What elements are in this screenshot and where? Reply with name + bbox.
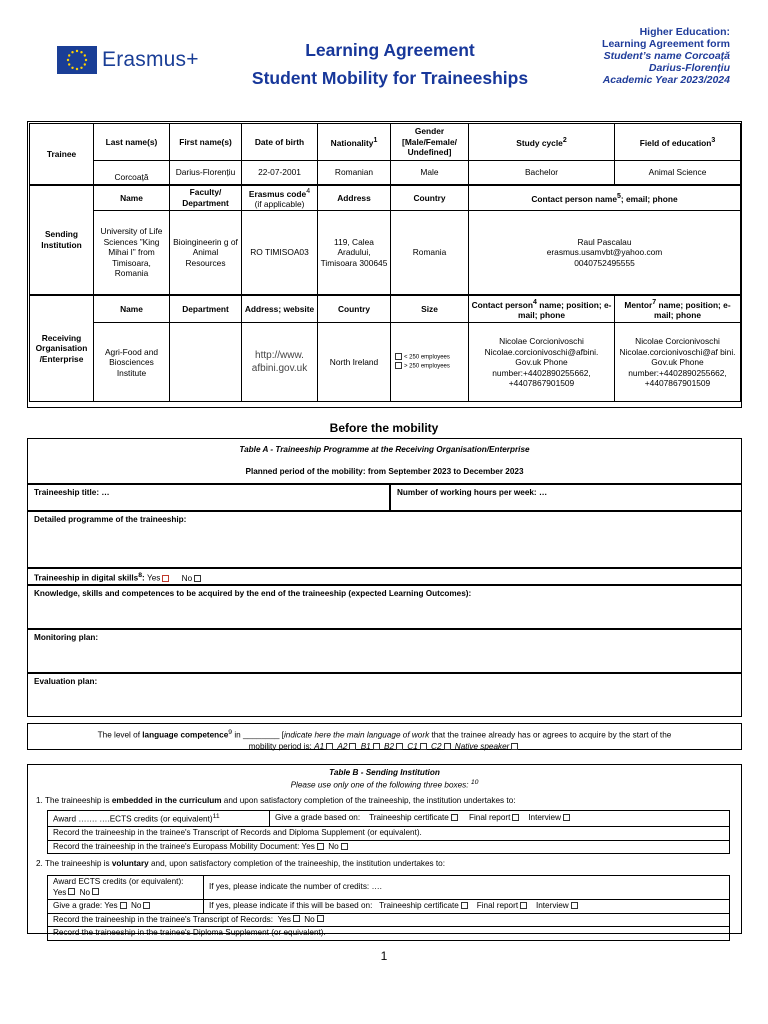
level-native-checkbox[interactable] (511, 743, 518, 750)
receiving-country: North Ireland (318, 323, 391, 402)
embedded-report-checkbox[interactable] (512, 814, 519, 821)
receiving-header-department: Department (170, 295, 242, 323)
voluntary-options-table (47, 875, 730, 941)
voluntary-report-checkbox[interactable] (520, 902, 527, 909)
form-info-line-4: Darius-Florențiu (648, 62, 730, 74)
embedded-record-transcript: Record the traineeship in the trainee's Transcript of Records and Diploma Supplement (or equivalent). (48, 827, 730, 841)
level-c1-checkbox[interactable] (420, 743, 427, 750)
receiving-header-address: Address; website (242, 295, 318, 323)
embedded-options-table (47, 810, 730, 854)
europass-yes-checkbox[interactable] (317, 843, 324, 850)
receiving-department (170, 323, 242, 402)
working-hours-field[interactable] (390, 484, 742, 511)
form-info (602, 26, 730, 86)
voluntary-grade-basis: If yes, please indicate if this will be based on: Traineeship certificate Final report Interview (204, 900, 730, 914)
form-info-line-5: Academic Year 2023/2024 (602, 74, 730, 86)
receiving-header-size: Size (391, 295, 469, 323)
sending-erasmus-code: RO TIMISOA03 (242, 211, 318, 295)
trainee-label: Trainee (30, 124, 94, 185)
monitoring-plan-label: Monitoring plan: (34, 633, 99, 642)
header-field-of-education: Field of education$^3$ (615, 124, 741, 161)
parties-table (29, 123, 741, 402)
language-competence-box (27, 723, 742, 750)
receiving-name: Agri-Food and Biosciences Institute (94, 323, 170, 402)
sending-institution-label: Sending Institution (30, 185, 94, 295)
receiving-header-name: Name (94, 295, 170, 323)
embedded-award-ects: Award ……. ….ECTS credits (or equivalent)$^{11}$ (48, 811, 270, 827)
table-b-frame (27, 764, 742, 937)
voluntary-ects-no-checkbox[interactable] (92, 888, 99, 895)
sending-faculty: Bioingineerin g of Animal Resources (170, 211, 242, 295)
planned-period: Planned period of the mobility: from September 2023 to December 2023 (245, 467, 524, 476)
receiving-organisation-label: Receiving Organisation /Enterprise (30, 295, 94, 402)
level-b2-checkbox[interactable] (396, 743, 403, 750)
detailed-programme-label: Detailed programme of the traineeship: (34, 515, 187, 524)
table-b-title: Table B - Sending Institution (329, 768, 440, 777)
voluntary-record-transcript: Record the traineeship in the trainee's Transcript of Records: Yes No (48, 913, 730, 927)
sending-header-faculty: Faculty/ Department (170, 185, 242, 211)
level-c2-checkbox[interactable] (444, 743, 451, 750)
digital-yes-checkbox[interactable] (162, 575, 169, 582)
sending-header-country: Country (391, 185, 469, 211)
voluntary-transcript-yes-checkbox[interactable] (293, 915, 300, 922)
eu-flag-icon (57, 46, 97, 74)
europass-no-checkbox[interactable] (341, 843, 348, 850)
header-study-cycle: Study cycle$^2$ (469, 124, 615, 161)
language-competence-text: The level of language competence$^9$ in ________ [indicate here the main language of work that the trainee already has or agrees to acquire by the start of the mobility period is: A1 A2 B1 B2 C1 C2 Native speaker (97, 729, 672, 751)
digital-no-checkbox[interactable] (194, 575, 201, 582)
sending-contact (469, 211, 741, 295)
table-a-title: Table A - Traineeship Programme at the Receiving Organisation/Enterprise (239, 445, 530, 454)
header-first-name: First name(s) (170, 124, 242, 161)
trainee-study-cycle: Bachelor (469, 161, 615, 185)
voluntary-statement: 2. The traineeship is voluntary and, upon satisfactory completion of the traineeship, the institution undertakes to: (36, 859, 446, 868)
size-small-checkbox[interactable] (395, 353, 402, 360)
page-number: 1 (380, 949, 388, 963)
voluntary-grade: Give a grade: Yes No (48, 900, 204, 914)
form-info-line-1: Higher Education: (639, 26, 730, 38)
sending-header-name: Name (94, 185, 170, 211)
level-b1-checkbox[interactable] (373, 743, 380, 750)
sending-header-address: Address (318, 185, 391, 211)
working-hours-label: Number of working hours per week: … (397, 488, 548, 497)
sending-country: Romania (391, 211, 469, 295)
trainee-gender: Male (391, 161, 469, 185)
trainee-last-name: Corcoață (94, 161, 170, 185)
receiving-header-mentor: Mentor$^7$ name; position; e-mail; phone (615, 295, 741, 323)
title-line-1: Learning Agreement (305, 40, 475, 60)
voluntary-diploma-supplement: Record the traineeship in the trainee's Diploma Supplement (or equivalent). (48, 927, 730, 941)
title-line-2: Student Mobility for Traineeships (251, 68, 529, 88)
evaluation-plan-label: Evaluation plan: (34, 677, 98, 686)
embedded-statement: 1. The traineeship is embedded in the curriculum and upon satisfactory completion of the traineeship, the institution undertakes to: (36, 796, 516, 805)
size-large-checkbox[interactable] (395, 362, 402, 369)
header-date-of-birth: Date of birth (242, 124, 318, 161)
voluntary-credits-number[interactable]: If yes, please indicate the number of credits: …. (204, 876, 730, 900)
before-mobility-title: Before the mobility (329, 421, 439, 435)
receiving-contact: Nicolae Corcionivoschi Nicolae.corcionivoschi@afbini. Gov.uk Phone number:+4402890255662, +4407867901509 (469, 323, 615, 402)
embedded-interview-checkbox[interactable] (563, 814, 570, 821)
receiving-header-contact: Contact person$^4$ name; position; e-mail; phone (469, 295, 615, 323)
trainee-first-name: Darius-Florențiu (170, 161, 242, 185)
traineeship-title-label: Traineeship title: … (34, 488, 110, 497)
table-b-subtitle: Please use only one of the following three boxes: $^{10}$ (290, 779, 479, 790)
form-info-line-3: Student’s name Corcoață (603, 50, 730, 62)
level-a1-checkbox[interactable] (326, 743, 333, 750)
embedded-europass: Record the traineeship in the trainee's Europass Mobility Document: Yes No (48, 840, 730, 854)
embedded-certificate-checkbox[interactable] (451, 814, 458, 821)
sending-name: University of Life Sciences ”King Mihai I” from Timisoara, Romania (94, 211, 170, 295)
monitoring-plan-field[interactable] (27, 629, 742, 673)
voluntary-grade-no-checkbox[interactable] (143, 902, 150, 909)
level-a2-checkbox[interactable] (349, 743, 356, 750)
size-option-small[interactable]: < 250 employees (393, 353, 466, 363)
erasmus-logo (57, 45, 217, 75)
evaluation-plan-field[interactable] (27, 673, 742, 717)
trainee-date-of-birth: 22-07-2001 (242, 161, 318, 185)
voluntary-transcript-no-checkbox[interactable] (317, 915, 324, 922)
sending-contact-email: erasmus.usamvbt@yahoo.com (546, 247, 663, 258)
learning-outcomes-label: Knowledge, skills and competences to be acquired by the end of the traineeship (expected Learning Outcomes): (34, 589, 472, 598)
header-gender: Gender [Male/Female/ Undefined] (391, 124, 469, 161)
learning-outcomes-field[interactable] (27, 585, 742, 629)
detailed-programme-field[interactable] (27, 511, 742, 568)
voluntary-grade-yes-checkbox[interactable] (120, 902, 127, 909)
sending-header-contact: Contact person name$^5$; email; phone (469, 185, 741, 211)
digital-skills-row (27, 568, 742, 585)
receiving-size (391, 323, 469, 402)
voluntary-interview-checkbox[interactable] (571, 902, 578, 909)
sending-header-erasmus-code: Erasmus code$^4$ (if applicable) (242, 185, 318, 211)
traineeship-title-field[interactable] (27, 484, 390, 511)
size-option-large[interactable]: > 250 employees (393, 362, 466, 372)
document-title (215, 36, 565, 92)
trainee-nationality: Romanian (318, 161, 391, 185)
digital-skills-label: Traineeship in digital skills$^8$: Yes No (34, 572, 203, 583)
header-nationality: Nationality$^1$ (318, 124, 391, 161)
trainee-field-of-education: Animal Science (615, 161, 741, 185)
sending-contact-name: Raul Pascalau (577, 236, 632, 247)
form-info-line-2: Learning Agreement form (602, 38, 730, 50)
header-last-name: Last name(s) (94, 124, 170, 161)
receiving-website[interactable]: http://www. afbini.gov.uk (242, 323, 318, 402)
receiving-header-country: Country (318, 295, 391, 323)
table-b-header (28, 768, 741, 791)
table-a-header (27, 438, 742, 484)
sending-address: 119, Calea Aradului, Timisoara 300645 (318, 211, 391, 295)
embedded-grade-options: Give a grade based on: Traineeship certificate Final report Interview (270, 811, 730, 827)
sending-contact-phone: 0040752495555 (574, 257, 635, 268)
voluntary-award-ects: Award ECTS credits (or equivalent): Yes No (48, 876, 204, 900)
logo-text: Erasmus+ (102, 48, 199, 71)
voluntary-ects-yes-checkbox[interactable] (68, 888, 75, 895)
voluntary-certificate-checkbox[interactable] (461, 902, 468, 909)
receiving-mentor: Nicolae Corcionivoschi Nicolae.corcionivoschi@af bini. Gov.uk Phone number:+4402890255662, +4407867901509 (615, 323, 741, 402)
